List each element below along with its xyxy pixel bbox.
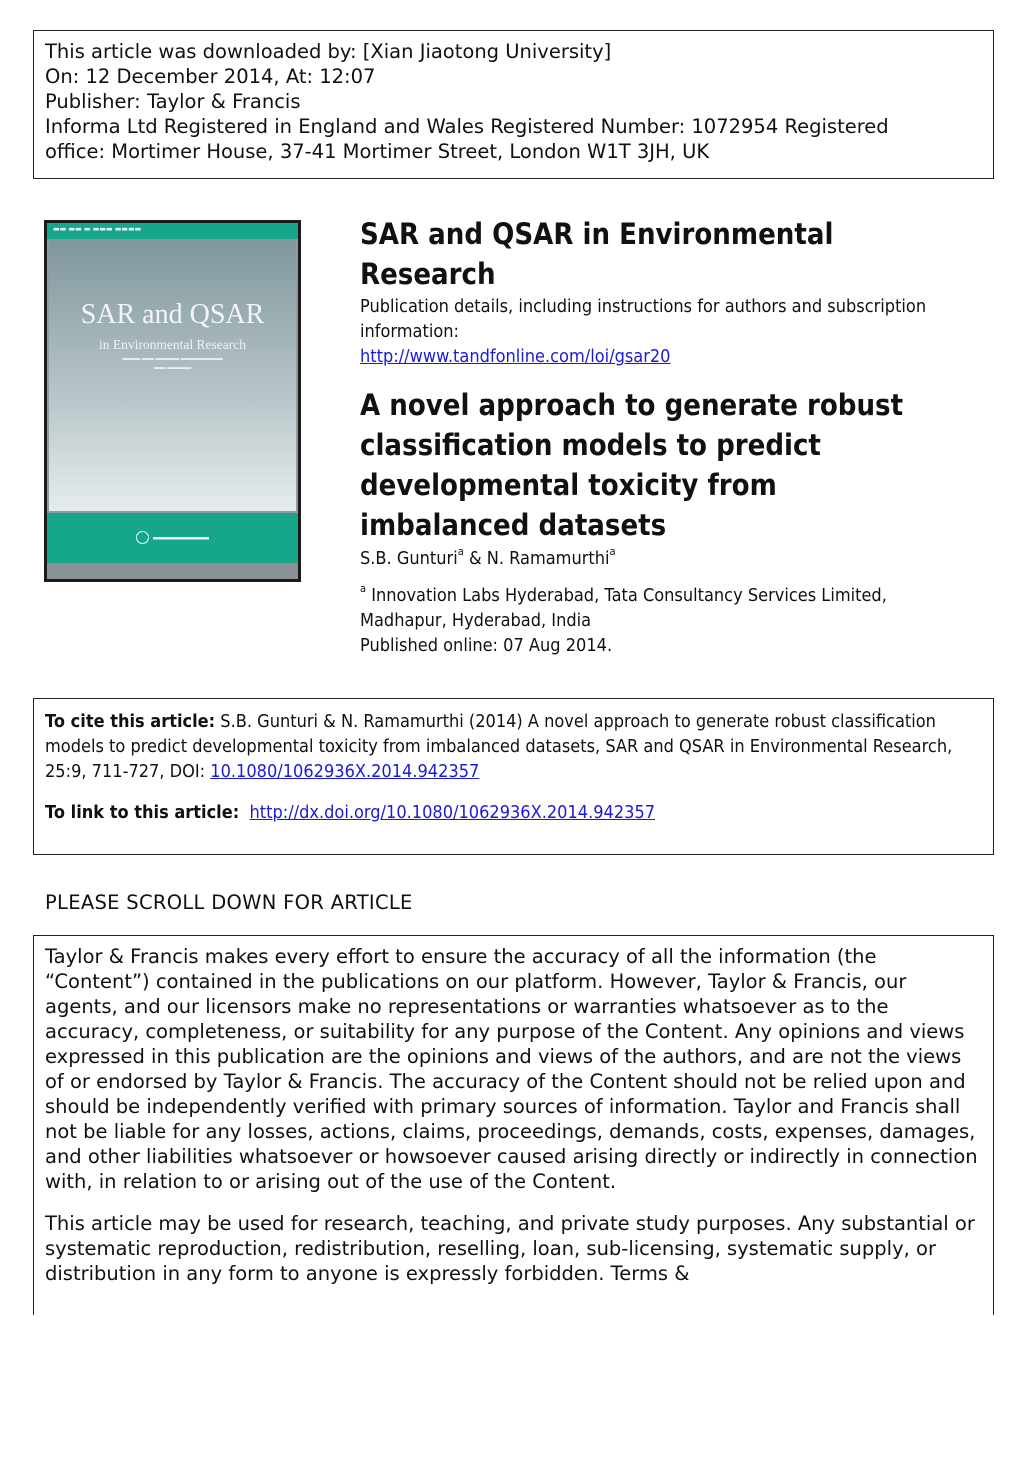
cite-label: To cite this article: — [45, 711, 216, 732]
author-name: S.B. Gunturi — [360, 548, 458, 569]
affiliation-text: Innovation Labs Hyderabad, Tata Consultancy Services Limited, Madhapur, Hyderabad, India — [360, 585, 887, 631]
cover-panel — [49, 239, 296, 511]
doi-link[interactable]: 10.1080/1062936X.2014.942357 — [210, 761, 480, 782]
cover-editors-text: ▬▬▬ ▬▬ ▬▬▬▬ ▬▬▬▬▬▬▬ ▬▬ ▬▬▬▬ — [122, 356, 223, 371]
download-notice-line: Informa Ltd Registered in England and Wales Registered Number: 1072954 Registered — [45, 115, 889, 138]
journal-cover-image — [44, 220, 301, 582]
affiliation-marker: a — [457, 545, 464, 558]
disclaimer-paragraph: This article may be used for research, teaching, and private study purposes. Any substantial or systematic reproduction, redistribution, reselling, loan, sub-licensing, systematic supply, or distribution in any form to anyone is expressly forbidden. Terms & — [45, 1212, 975, 1285]
cite-text: S.B. Gunturi & N. Ramamurthi (2014) A novel approach to generate robust classification models to predict developmental toxicity from imbalanced datasets, SAR and QSAR in Environmental Research, 25:9, 711-727, DOI: — [45, 711, 953, 782]
disclaimer-paragraph: Taylor & Francis makes every effort to ensure the accuracy of all the information (the “Content”) contained in the publications on our platform. However, Taylor & Francis, our agents, and our licensors make no representations or warranties whatsoever as to the accuracy, completeness, or suitability for any purpose of the Content. Any opinions and views expressed in this publication are the opinions and views of the authors, and are not the views of or endorsed by Taylor & Francis. The accuracy of the Content should not be relied upon and should be independently verified with primary sources of information. Taylor and Francis shall not be liable for any losses, actions, claims, proceedings, demands, costs, expenses, damages, and other liabilities whatsoever or howsoever caused arising directly or indirectly in connection with, in relation to or arising out of the use of the Content. — [45, 945, 978, 1193]
cover-bottom-band — [47, 513, 298, 563]
cover-issue-text: ▬▬ ▬▬ ▬ ▬▬▬ ▬▬▬▬ — [53, 225, 142, 233]
link-label: To link to this article: — [45, 802, 240, 823]
published-online-date: Published online: 07 Aug 2014. — [360, 635, 613, 656]
scroll-down-notice: PLEASE SCROLL DOWN FOR ARTICLE — [45, 891, 413, 914]
author-name: N. Ramamurthi — [486, 548, 610, 569]
download-notice-line: On: 12 December 2014, At: 12:07 — [45, 65, 376, 88]
publication-details — [360, 294, 954, 369]
disclaimer-box — [33, 935, 994, 1315]
publication-details-text: Publication details, including instructions for authors and subscription information: — [360, 296, 927, 342]
download-notice-box — [33, 30, 994, 179]
article-link-row — [45, 800, 990, 825]
article-title: A novel approach to generate robust classification models to predict developmental toxicity from imbalanced datasets — [360, 388, 904, 542]
download-notice-line: This article was downloaded by: [Xian Jiaotong University] — [45, 40, 612, 63]
cover-subtitle: in Environmental Research — [99, 337, 246, 352]
download-notice-line: office: Mortimer House, 37-41 Mortimer Street, London W1T 3JH, UK — [45, 140, 710, 163]
publisher-logo-icon: ▬▬▬▬▬▬▬ — [47, 531, 298, 544]
article-url-link[interactable]: http://dx.doi.org/10.1080/1062936X.2014.942357 — [249, 802, 656, 823]
cover-title: SAR and QSAR — [80, 299, 265, 330]
download-notice-line: Publisher: Taylor & Francis — [45, 90, 301, 113]
cover-bottom-strip — [47, 563, 298, 582]
cover-top-band — [47, 223, 298, 239]
citation-box — [33, 698, 994, 855]
authors-line — [360, 546, 936, 571]
journal-url-link[interactable]: http://www.tandfonline.com/loi/gsar20 — [360, 346, 671, 367]
affiliation-block — [360, 583, 972, 658]
affiliation-marker: a — [360, 582, 367, 595]
journal-title: SAR and QSAR in Environmental Research — [360, 217, 834, 291]
author-separator: & — [463, 548, 487, 569]
cite-paragraph — [45, 709, 990, 784]
affiliation-marker: a — [609, 545, 616, 558]
